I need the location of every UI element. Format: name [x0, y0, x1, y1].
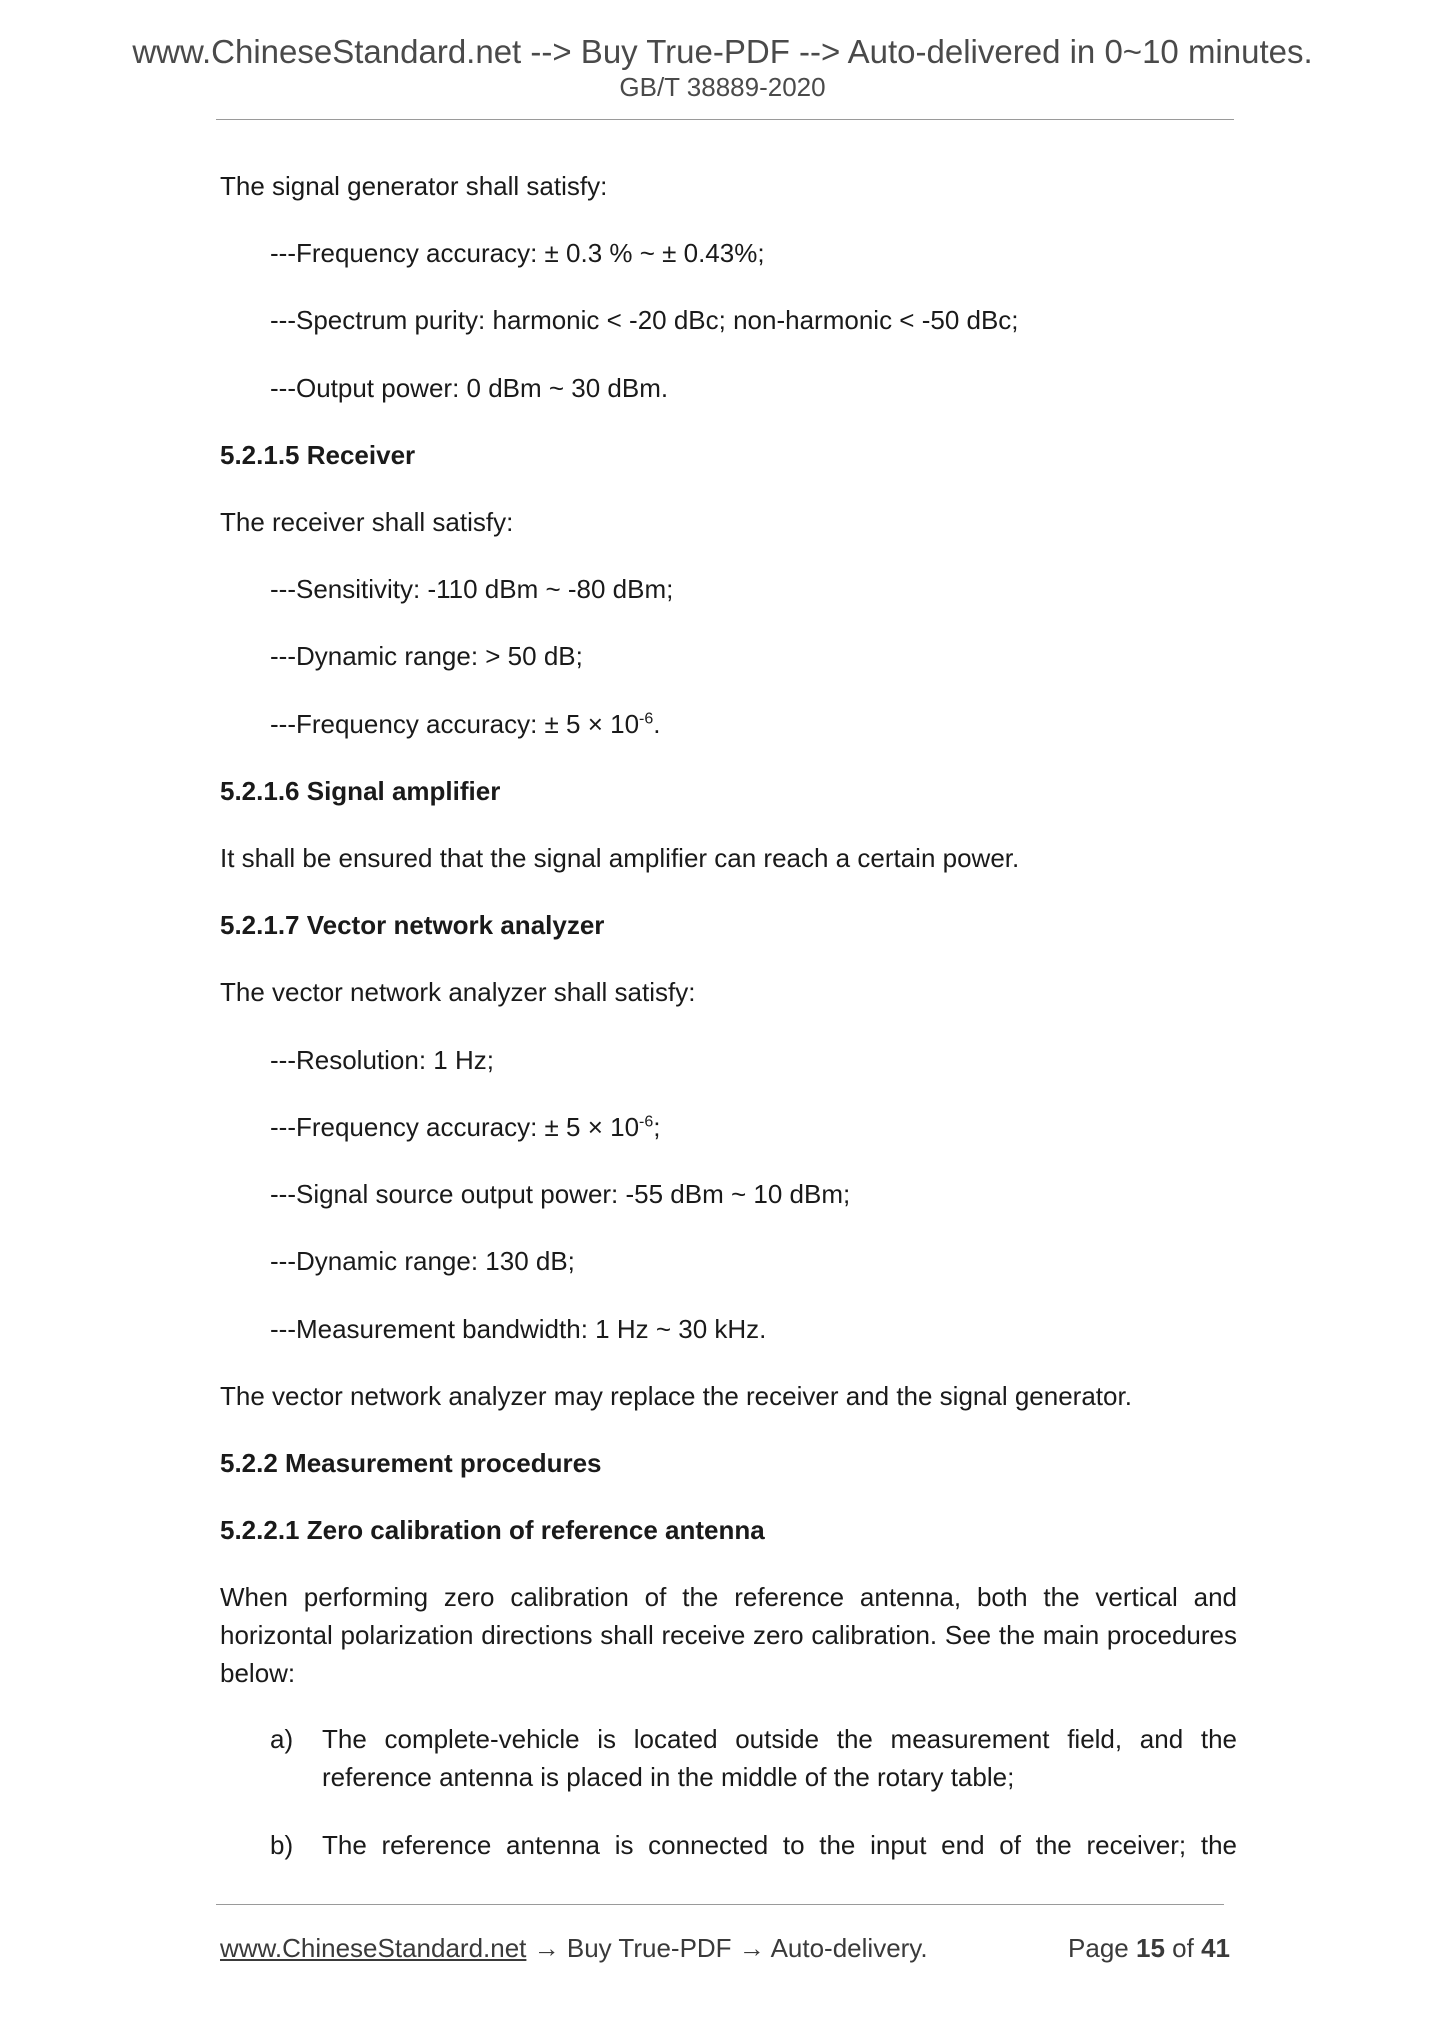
- list-text: The reference antenna is connected to the input end of the receiver; the: [322, 1830, 1237, 1860]
- vna-output-power: ---Signal source output power: -55 dBm ~ 10 dBm;: [270, 1179, 851, 1209]
- page-footer: [220, 1930, 1230, 1966]
- page-number: 15: [1136, 1933, 1165, 1963]
- vna-frequency-accuracy: [270, 1108, 661, 1146]
- section-heading-measurement-procedures: 5.2.2 Measurement procedures: [220, 1448, 602, 1478]
- zero-calibration-text: When performing zero calibration of the reference antenna, both the vertical and horizontal polarization directions shall receive zero calibration. See the main procedures below:: [220, 1582, 1237, 1688]
- vna-freq-exponent: -6: [639, 1113, 654, 1131]
- rx-frequency-accuracy: [270, 705, 661, 743]
- vna-resolution: ---Resolution: 1 Hz;: [270, 1045, 494, 1075]
- header-banner: www.ChineseStandard.net --> Buy True-PDF --> Auto-delivered in 0~10 minutes.: [132, 33, 1313, 70]
- rx-freq-suffix: .: [653, 709, 661, 739]
- section-heading-vna: 5.2.1.7 Vector network analyzer: [220, 910, 605, 940]
- page-indicator: [1068, 1930, 1230, 1966]
- total-pages: 41: [1201, 1933, 1230, 1963]
- vna-note: The vector network analyzer may replace the receiver and the signal generator.: [220, 1381, 1132, 1411]
- list-text: The complete-vehicle is located outside the measurement field, and the reference antenna is placed in the middle of the rotary table;: [322, 1724, 1237, 1792]
- sg-output-power: ---Output power: 0 dBm ~ 30 dBm.: [270, 373, 669, 403]
- vna-measurement-bandwidth: ---Measurement bandwidth: 1 Hz ~ 30 kHz.: [270, 1314, 767, 1344]
- footer-tagline: → Buy True-PDF → Auto-delivery.: [526, 1933, 928, 1963]
- receiver-intro: The receiver shall satisfy:: [220, 507, 514, 537]
- rx-sensitivity: ---Sensitivity: -110 dBm ~ -80 dBm;: [270, 574, 674, 604]
- footer-divider: [216, 1904, 1224, 1905]
- signal-generator-intro: The signal generator shall satisfy:: [220, 171, 608, 201]
- list-item: [270, 1720, 1237, 1796]
- page-label: Page: [1068, 1933, 1129, 1963]
- rx-freq-prefix: ---Frequency accuracy: ± 5 × 10: [270, 709, 640, 739]
- vna-intro: The vector network analyzer shall satisfy:: [220, 977, 696, 1007]
- standard-code: GB/T 38889-2020: [619, 72, 826, 102]
- sg-frequency-accuracy: ---Frequency accuracy: ± 0.3 % ~ ± 0.43%;: [270, 238, 765, 268]
- amplifier-text: It shall be ensured that the signal amplifier can reach a certain power.: [220, 843, 1020, 873]
- section-heading-receiver: 5.2.1.5 Receiver: [220, 440, 416, 470]
- vna-freq-suffix: ;: [653, 1112, 661, 1142]
- footer-site-link[interactable]: www.ChineseStandard.net: [220, 1933, 527, 1963]
- sg-spectrum-purity: ---Spectrum purity: harmonic < -20 dBc; non-harmonic < -50 dBc;: [270, 305, 1019, 335]
- vna-dynamic-range: ---Dynamic range: 130 dB;: [270, 1246, 575, 1276]
- section-heading-signal-amplifier: 5.2.1.6 Signal amplifier: [220, 776, 501, 806]
- list-marker: a): [270, 1724, 294, 1754]
- rx-dynamic-range: ---Dynamic range: > 50 dB;: [270, 641, 583, 671]
- list-item: [270, 1826, 1237, 1864]
- vna-freq-prefix: ---Frequency accuracy: ± 5 × 10: [270, 1112, 640, 1142]
- of-label: of: [1172, 1933, 1194, 1963]
- list-marker: b): [270, 1830, 294, 1860]
- rx-freq-exponent: -6: [639, 710, 654, 728]
- section-heading-zero-calibration: 5.2.2.1 Zero calibration of reference antenna: [220, 1515, 765, 1545]
